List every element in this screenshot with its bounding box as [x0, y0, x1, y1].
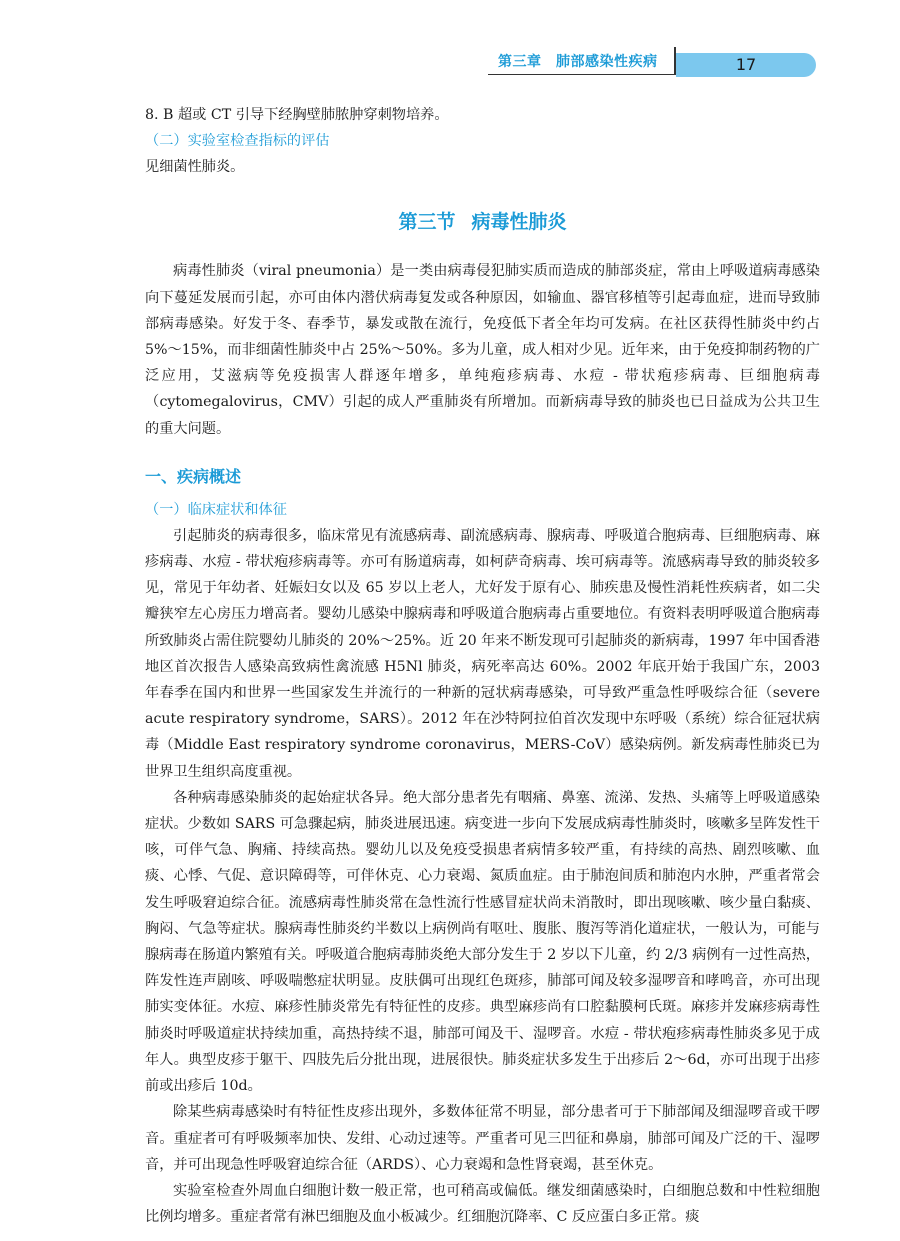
body-paragraph: 引起肺炎的病毒很多，临床常见有流感病毒、副流感病毒、腺病毒、呼吸道合胞病毒、巨细胞病毒、麻疹病毒、水痘 - 带状疱疹病毒等。亦可有肠道病毒，如柯萨奇病毒、埃可病毒等。流感病毒导致的肺炎较多见，常见于年幼者、妊娠妇女以及 65 岁以上老人，尤好发于原有心、肺疾患及慢性消耗性疾病者，如二尖瓣狭窄左心房压力增高者。婴幼儿感染中腺病毒和呼吸道合胞病毒占重要地位。有资料表明呼吸道合胞病毒所致肺炎占需住院婴幼儿肺炎的 20%～25%。近 20 年来不断发现可引起肺炎的新病毒，1997 年中国香港地区首次报告人感染高致病性禽流感 H5Nl 肺炎，病死率高达 60%。2002 年底开始于我国广东，2003 年春季在国内和世界一些国家发生并流行的一种新的冠状病毒感染，可导致严重急性呼吸综合征（severe acute respiratory syndrome，SARS）。2012 年在沙特阿拉伯首次发现中东呼吸（系统）综合征冠状病毒（Middle East respiratory syndrome coronavirus，MERS-CoV）感染病例。新发病毒性肺炎已为世界卫生组织高度重视。 [145, 527, 820, 780]
list-item-8: 8. B 超或 CT 引导下经胸壁肺脓肿穿刺物培养。 [145, 107, 449, 123]
section-title [145, 207, 820, 234]
page-number: 17 [735, 55, 757, 74]
subheading-lab-evaluation: （二）实验室检查指标的评估 [145, 133, 330, 150]
page-header [488, 47, 818, 77]
body-paragraph: 除某些病毒感染时有特征性皮疹出现外，多数体征常不明显，部分患者可于下肺部闻及细湿啰音或干啰音。重症者可有呼吸频率加快、发绀、心动过速等。严重者可见三凹征和鼻扇，肺部可闻及广泛的干、湿啰音，并可出现急性呼吸窘迫综合征（ARDS）、心力衰竭和急性肾衰竭，甚至休克。 [145, 1104, 820, 1173]
body-paragraph: 实验室检查外周血白细胞计数一般正常，也可稍高或偏低。继发细菌感染时，白细胞总数和中性粒细胞比例均增多。重症者常有淋巴细胞及血小板减少。红细胞沉降率、C 反应蛋白多正常。痰 [145, 1182, 820, 1226]
subheading-clinical-signs: （一）临床症状和体征 [145, 501, 287, 518]
intro-paragraph: 病毒性肺炎（viral pneumonia）是一类由病毒侵犯肺实质而造成的肺部炎症，常由上呼吸道病毒感染向下蔓延发展而引起，亦可由体内潜伏病毒复发或各种原因，如输血、器官移植等引起毒血症，进而导致肺部病毒感染。好发于冬、春季节，暴发或散在流行，免疫低下者全年均可发病。在社区获得性肺炎中约占 5%～15%，而非细菌性肺炎中占 25%～50%。多为儿童，成人相对少见。近年来，由于免疫抑制药物的广泛应用，艾滋病等免疫损害人群逐年增多，单纯疱疹病毒、水痘 - 带状疱疹病毒、巨细胞病毒（cytomegalovirus，CMV）引起的成人严重肺炎有所增加。而新病毒导致的肺炎也已日益成为公共卫生的重大问题。 [145, 263, 820, 437]
page-body [145, 102, 820, 1230]
section-number: 第三节 [398, 211, 456, 234]
chapter-title: 第三章 肺部感染性疾病 [498, 54, 658, 70]
section-name: 病毒性肺炎 [471, 211, 567, 234]
heading-disease-overview: 一、疾病概述 [145, 466, 242, 486]
header-rule [488, 74, 676, 75]
body-paragraph: 各种病毒感染肺炎的起始症状各异。绝大部分患者先有咽痛、鼻塞、流涕、发热、头痛等上呼吸道感染症状。少数如 SARS 可急骤起病，肺炎进展迅速。病变进一步向下发展成病毒性肺炎时，咳嗽多呈阵发性干咳，可伴气急、胸痛、持续高热。婴幼儿以及免疫受损患者病情多较严重，有持续的高热、剧烈咳嗽、血痰、心悸、气促、意识障碍等，可伴休克、心力衰竭、氮质血症。由于肺泡间质和肺泡内水肿，严重者常会发生呼吸窘迫综合征。流感病毒性肺炎常在急性流行性感冒症状尚未消散时，即出现咳嗽、咳少量白黏痰、胸闷、气急等症状。腺病毒性肺炎约半数以上病例尚有呕吐、腹胀、腹泻等消化道症状，一般认为，可能与腺病毒在肠道内繁殖有关。呼吸道合胞病毒肺炎绝大部分发生于 2 岁以下儿童，约 2/3 病例有一过性高热，阵发性连声剧咳、呼吸喘憋症状明显。皮肤偶可出现红色斑疹，肺部可闻及较多湿啰音和哮鸣音，亦可出现肺实变体征。水痘、麻疹性肺炎常先有特征性的皮疹。典型麻疹尚有口腔黏膜柯氏斑。麻疹并发麻疹病毒性肺炎时呼吸道症状持续加重，高热持续不退，肺部可闻及干、湿啰音。水痘 - 带状疱疹病毒性肺炎多见于成年人。典型皮疹于躯干、四肢先后分批出现，进展很快。肺炎症状多发生于出疹后 2～6d，亦可出现于出疹前或出疹后 10d。 [145, 789, 820, 1095]
lab-evaluation-text: 见细菌性肺炎。 [145, 159, 245, 176]
page-number-tab [676, 53, 816, 77]
